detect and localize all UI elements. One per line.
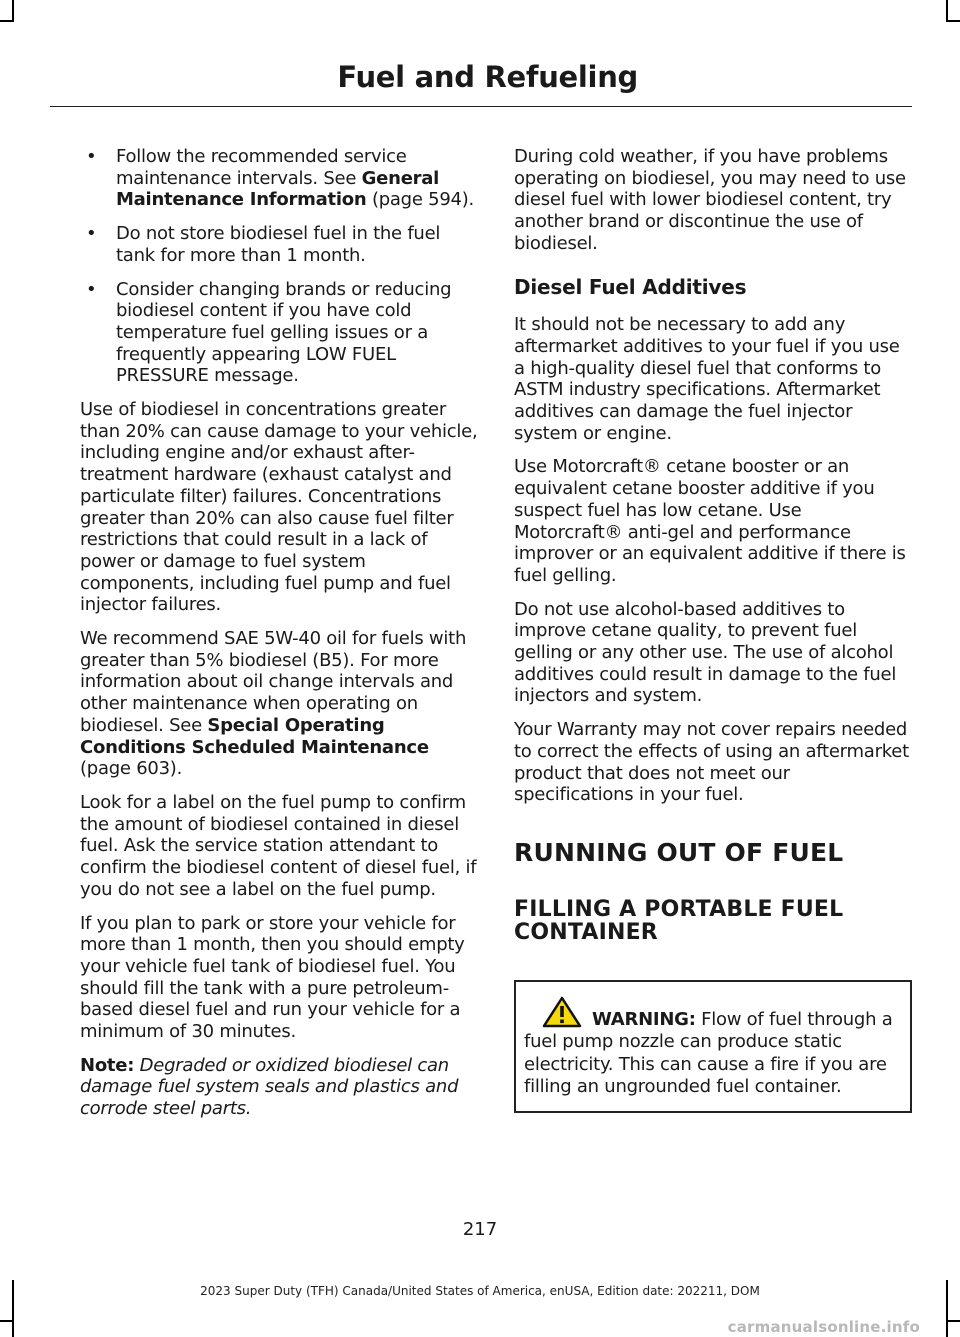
crop-mark bbox=[12, 0, 14, 22]
body-paragraph: Look for a label on the fuel pump to confirm the amount of biodiesel contained in diesel fuel. Ask the service station attendant to confirm the biodiesel content of diesel fuel, if you do not see a label on the fuel pump. bbox=[80, 791, 477, 900]
warning-label: WARNING: bbox=[592, 1008, 696, 1030]
right-column bbox=[514, 146, 912, 1113]
page-number: 217 bbox=[462, 1219, 498, 1240]
note-label: Note: bbox=[80, 1054, 135, 1076]
page-reference: (page 603). bbox=[80, 758, 183, 780]
bullet-text: Do not store biodiesel fuel in the fuel tank for more than 1 month. bbox=[116, 223, 441, 266]
note-text: Degraded or oxidized biodiesel can damage fuel system seals and plastics and corrode steel parts. bbox=[80, 1054, 459, 1120]
header-divider bbox=[50, 106, 912, 107]
bullet-icon: • bbox=[86, 146, 97, 167]
page-reference: (page 594). bbox=[366, 189, 474, 211]
watermark: carmanualsonline.info bbox=[727, 1318, 920, 1336]
bullet-list bbox=[80, 146, 480, 387]
footer-edition-info: 2023 Super Duty (TFH) Canada/United States of America, enUSA, Edition date: 202211, DOM bbox=[200, 1284, 760, 1298]
warning-box bbox=[514, 980, 912, 1113]
subsection-heading: FILLING A PORTABLE FUEL CONTAINER bbox=[514, 896, 844, 945]
warning-triangle-icon bbox=[542, 996, 586, 1026]
left-column bbox=[80, 146, 480, 1132]
page-header-title: Fuel and Refueling bbox=[337, 60, 638, 94]
bullet-text: Follow the recommended service maintenance intervals. See bbox=[116, 146, 407, 189]
cross-reference-link[interactable]: Special Operating Conditions Scheduled Maintenance bbox=[80, 714, 429, 758]
body-paragraph: It should not be necessary to add any aftermarket additives to your fuel if you use a high-quality diesel fuel that conforms to ASTM industry specifications. Aftermarket additives can damage the fuel injector system or engine. bbox=[514, 314, 900, 444]
crop-mark bbox=[0, 1320, 14, 1322]
cross-reference-link[interactable]: General Maintenance Information bbox=[116, 167, 440, 211]
body-paragraph: During cold weather, if you have problems operating on biodiesel, you may need to use diesel fuel with lower biodiesel content, try another brand or discontinue the use of biodiesel. bbox=[514, 146, 906, 254]
body-paragraph: Use of biodiesel in concentrations greater than 20% can cause damage to your vehicle, including engine and/or exhaust after-treatment hardware (exhaust catalyst and particulate filter) failures. Concentrations greater than 20% can also cause fuel filter restrictions that could result in a lack of power or damage to fuel system components, including fuel pump and fuel injector failures. bbox=[80, 399, 478, 616]
crop-mark bbox=[946, 20, 960, 22]
bullet-icon: • bbox=[86, 278, 97, 300]
body-paragraph: Use Motorcraft® cetane booster or an equivalent cetane booster additive if you suspect fuel has low cetane. Use Motorcraft® anti-gel and performance improver or an equivalent additive if there is fuel gelling. bbox=[514, 456, 906, 586]
bullet-icon: • bbox=[86, 223, 97, 245]
crop-mark bbox=[946, 0, 948, 22]
body-paragraph bbox=[80, 628, 480, 780]
list-item bbox=[80, 223, 480, 266]
crop-mark bbox=[946, 1320, 960, 1322]
body-paragraph: Your Warranty may not cover repairs needed to correct the effects of using an aftermarket product that does not meet our specifications in your fuel. bbox=[514, 719, 909, 806]
crop-mark bbox=[0, 20, 14, 22]
note-paragraph bbox=[80, 1055, 480, 1120]
body-paragraph: Do not use alcohol-based additives to improve cetane quality, to prevent fuel gelling or any other use. The use of alcohol additives could result in damage to the fuel injectors and system. bbox=[514, 598, 897, 707]
list-item bbox=[80, 279, 480, 388]
warning-text: Flow of fuel through a fuel pump nozzle can produce static electricity. This can cause a fire if you are filling an ungrounded fuel container. bbox=[524, 1008, 893, 1098]
bullet-text: Consider changing brands or reducing biodiesel content if you have cold temperature fuel gelling issues or a frequently appearing LOW FUEL PRESSURE message. bbox=[116, 278, 452, 387]
list-item bbox=[80, 146, 480, 211]
body-paragraph: If you plan to park or store your vehicle for more than 1 month, then you should empty your vehicle fuel tank of biodiesel fuel. You should fill the tank with a pure petroleum-based diesel fuel and run your vehicle for a minimum of 30 minutes. bbox=[80, 912, 465, 1043]
section-heading: RUNNING OUT OF FUEL bbox=[514, 837, 844, 867]
paragraph-text: We recommend SAE 5W-40 oil for fuels with greater than 5% biodiesel (B5). For more information about oil change intervals and other maintenance when operating on biodiesel. See bbox=[80, 628, 467, 736]
subsection-heading: Diesel Fuel Additives bbox=[514, 274, 747, 299]
